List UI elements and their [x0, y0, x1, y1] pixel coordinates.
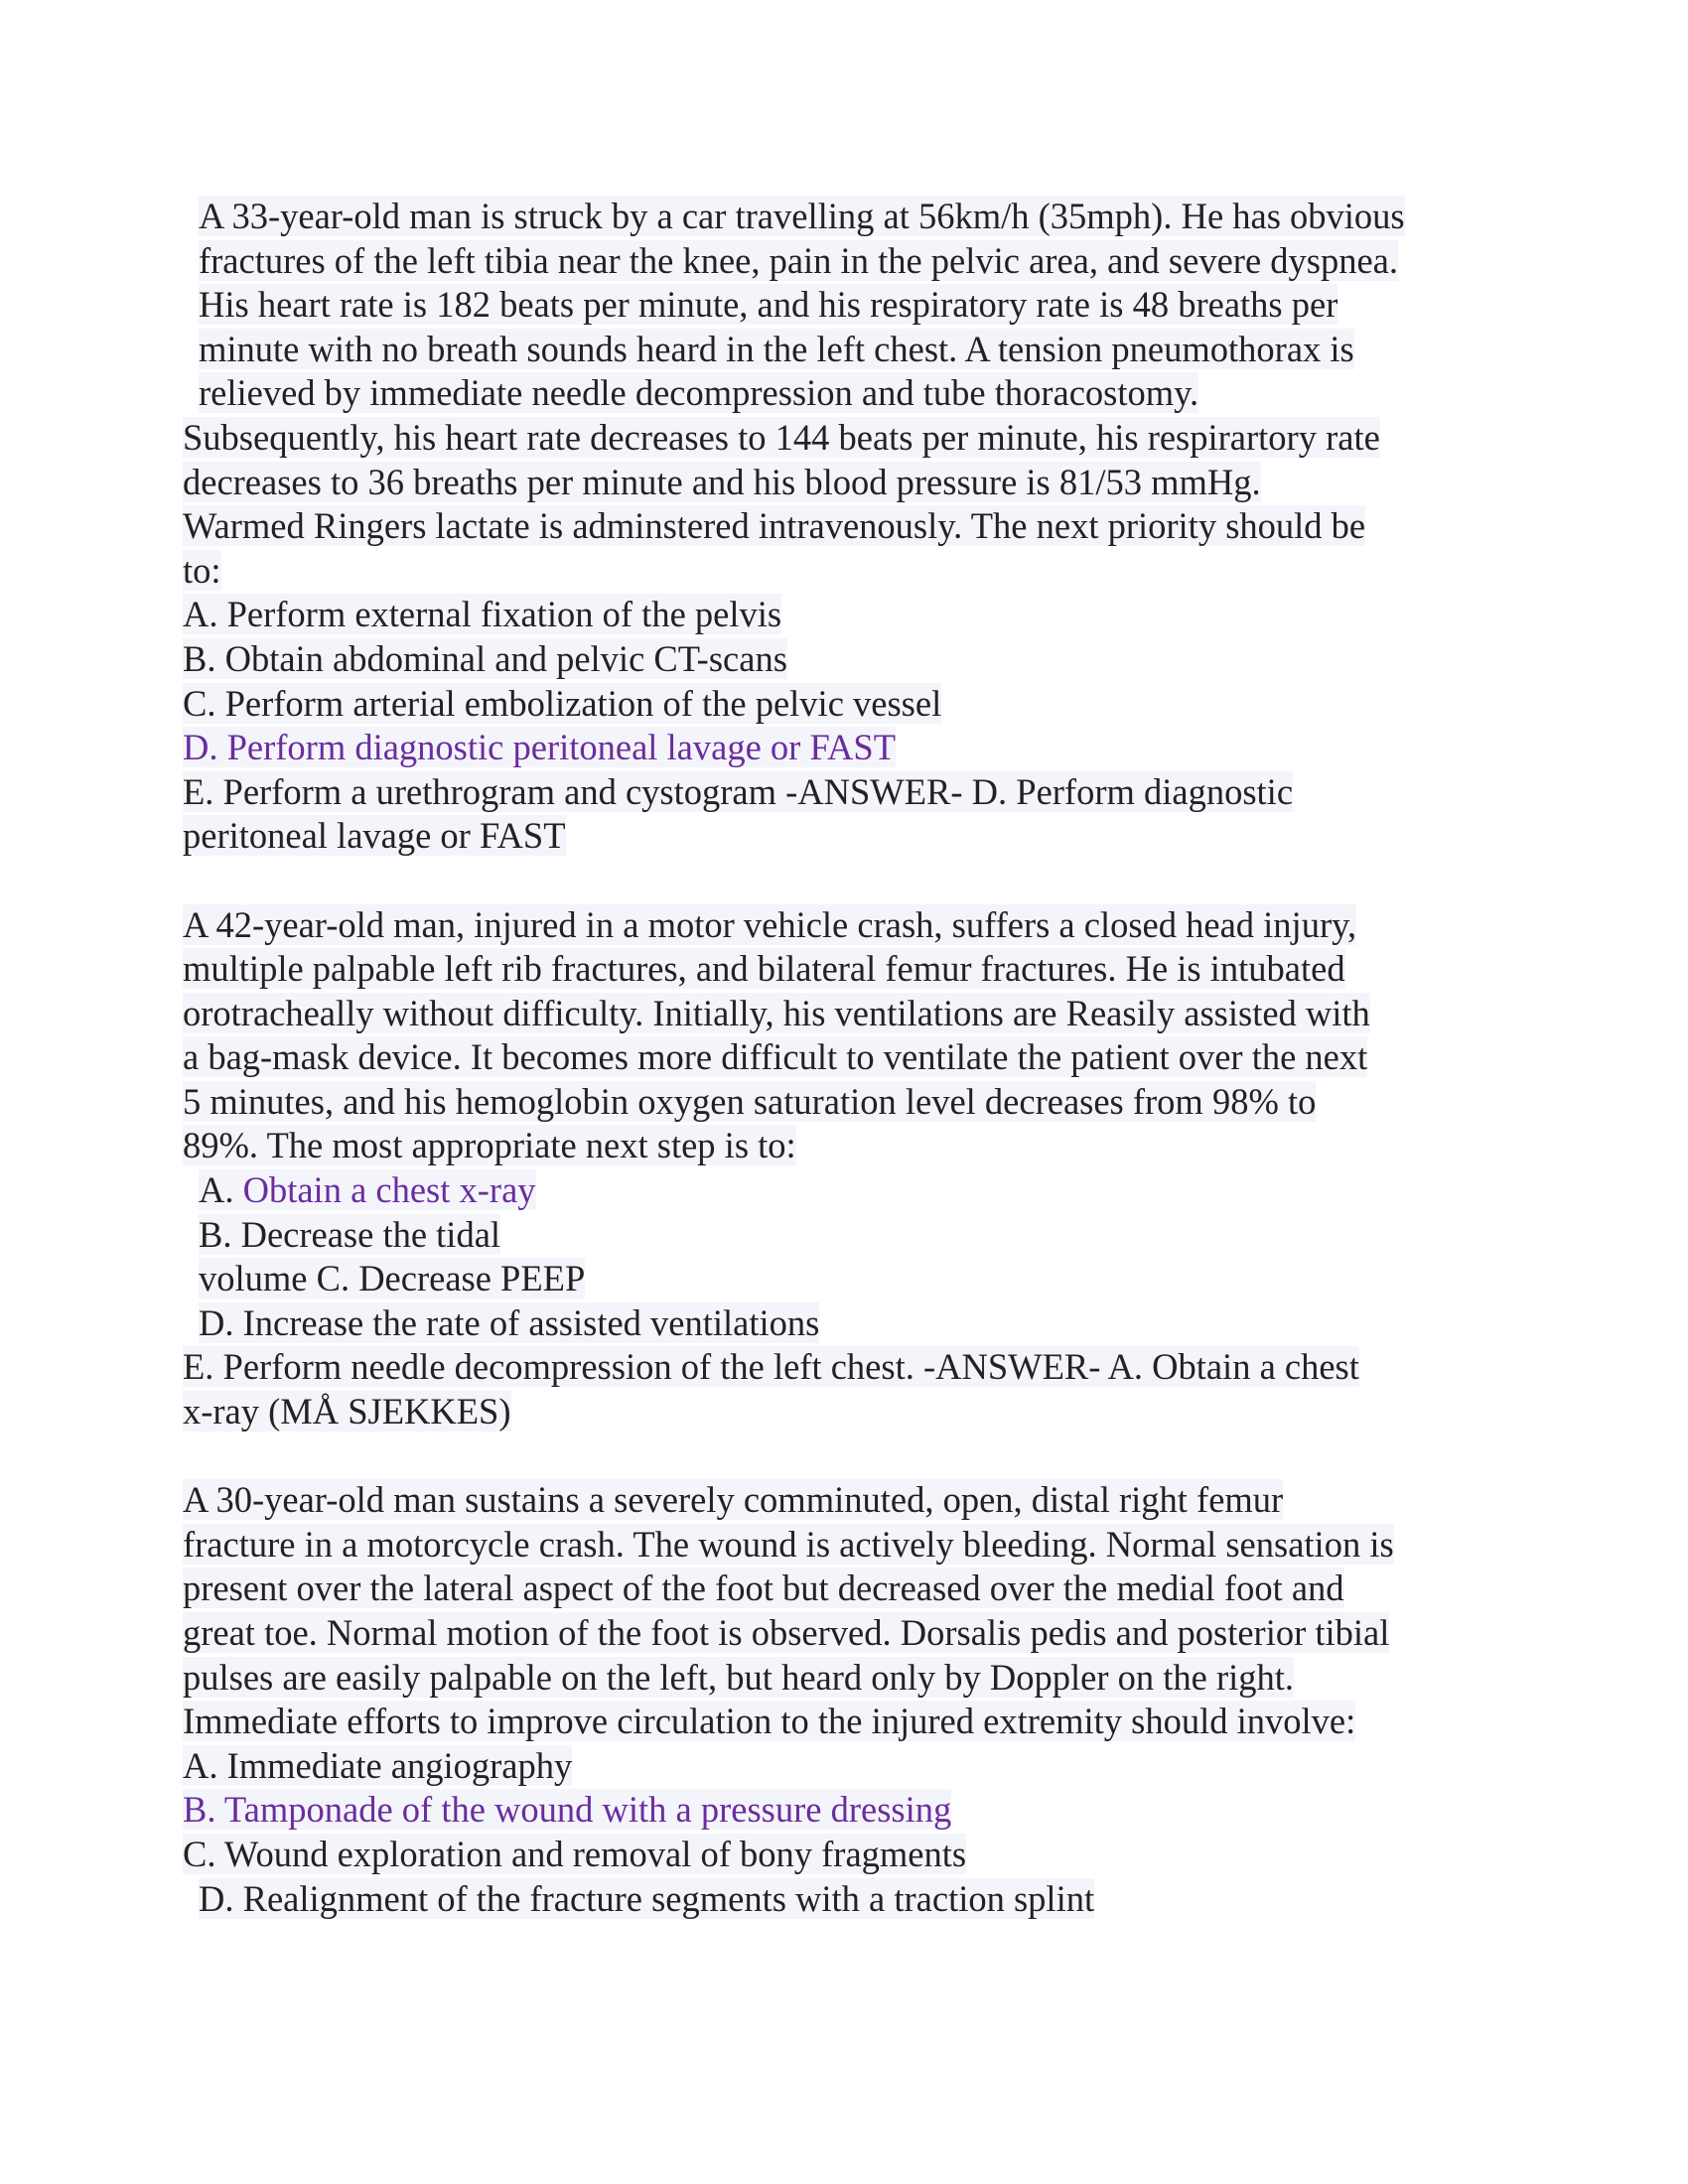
text-line [183, 1656, 1503, 1701]
line-content: E. Perform a urethrogram and cystogram -ANSWER- D. Perform diagnostic [183, 770, 1294, 812]
text-line [183, 1035, 1503, 1080]
line-content: relieved by immediate needle decompression and tube thoracostomy. [199, 372, 1199, 414]
line-text [183, 1701, 1355, 1741]
line-content: to: [183, 549, 221, 591]
line-text [183, 727, 896, 767]
question-block [183, 1478, 1503, 1921]
line-content: C. Wound exploration and removal of bony fragments [183, 1833, 967, 1874]
line-text [183, 550, 221, 591]
line-text [199, 1878, 1094, 1919]
text-line [183, 549, 1503, 594]
text-line [183, 593, 1503, 637]
text-line [183, 283, 1503, 328]
text-line [183, 903, 1503, 948]
line-content: great toe. Normal motion of the foot is observed. Dorsalis pedis and posterior tibial [183, 1612, 1390, 1653]
text-line [183, 1478, 1503, 1523]
line-content: pulses are easily palpable on the left, but heard only by Doppler on the right. [183, 1656, 1295, 1698]
line-content: D. Increase the rate of assisted ventilations [199, 1301, 820, 1343]
line-text [199, 1258, 585, 1298]
line-text [183, 1745, 572, 1786]
line-content: His heart rate is 182 beats per minute, and his respiratory rate is 48 breaths per [199, 284, 1338, 326]
line-text [183, 1524, 1394, 1565]
line-content: orotracheally without difficulty. Initially, his ventilations are Reasily assisted with [183, 992, 1370, 1033]
line-text [183, 1036, 1367, 1077]
line-content: A. Immediate angiography [183, 1744, 573, 1786]
line-content: 89%. The most appropriate next step is to: [183, 1125, 796, 1166]
question-block [183, 903, 1503, 1434]
text-line [183, 1124, 1503, 1168]
answer-line [183, 1168, 1503, 1213]
line-content: present over the lateral aspect of the foot but decreased over the medial foot and [183, 1568, 1344, 1609]
line-text [199, 1302, 819, 1343]
text-line [183, 1257, 1503, 1301]
text-line [183, 1567, 1503, 1611]
line-content: multiple palpable left rib fractures, and bilateral femur fractures. He is intubated [183, 948, 1345, 990]
line-content: fractures of the left tibia near the knee, pain in the pelvic area, and severe dyspnea. [199, 239, 1398, 281]
line-text [183, 505, 1365, 546]
answer-line [183, 1788, 1503, 1833]
text-line [183, 1345, 1503, 1390]
text-line [183, 947, 1503, 992]
line-content: A. Perform external fixation of the pelvis [183, 594, 782, 635]
line-text [183, 1657, 1294, 1698]
line-text [183, 1391, 511, 1432]
line-content: A 33-year-old man is struck by a car travelling at 56km/h (35mph). He has obvious [199, 196, 1405, 236]
line-text [183, 417, 1380, 458]
line-text [199, 372, 1198, 413]
option-letter: A. [199, 1169, 243, 1211]
line-content: Warmed Ringers lactate is adminstered intravenously. The next priority should be [183, 505, 1366, 547]
line-text [183, 948, 1345, 989]
question-block [183, 195, 1503, 859]
line-content: 5 minutes, and his hemoglobin oxygen saturation level decreases from 98% to [183, 1080, 1317, 1122]
text-line [183, 239, 1503, 284]
line-text [183, 638, 787, 679]
line-content: decreases to 36 breaths per minute and his blood pressure is 81/53 mmHg. [183, 461, 1261, 502]
line-text [183, 1081, 1316, 1122]
text-line [183, 1611, 1503, 1656]
text-line [183, 1080, 1503, 1125]
text-line [183, 416, 1503, 461]
line-text [199, 240, 1398, 281]
line-text [183, 993, 1370, 1033]
text-line [183, 1700, 1503, 1744]
line-content: a bag-mask device. It becomes more difficult to ventilate the patient over the next [183, 1036, 1368, 1078]
line-text [183, 815, 566, 856]
correct-answer-text: B. Tamponade of the wound with a pressure dressing [183, 1789, 952, 1831]
text-line [183, 371, 1503, 416]
text-line [183, 1744, 1503, 1789]
line-text [199, 1169, 536, 1210]
text-line [183, 195, 1503, 239]
text-line [183, 637, 1503, 682]
line-text [183, 904, 1356, 945]
line-content: fracture in a motorcycle crash. The wound is actively bleeding. Normal sensation is [183, 1523, 1394, 1565]
text-line [183, 814, 1503, 859]
line-content: A 30-year-old man sustains a severely comminuted, open, distal right femur [183, 1479, 1284, 1521]
document-body [183, 195, 1503, 1921]
line-text [199, 1214, 500, 1255]
text-line [183, 328, 1503, 372]
line-content: volume C. Decrease PEEP [199, 1258, 586, 1299]
text-line [183, 682, 1503, 727]
correct-answer-text: Obtain a chest x-ray [242, 1169, 536, 1211]
line-text [183, 1789, 951, 1830]
text-line [183, 504, 1503, 549]
text-line [183, 1833, 1503, 1877]
line-text [199, 196, 1405, 236]
line-text [183, 1479, 1283, 1520]
line-text [199, 284, 1337, 325]
line-text [183, 1834, 966, 1874]
line-content: x-ray (MÅ SJEKKES) [183, 1391, 511, 1433]
line-text [183, 1346, 1359, 1387]
line-content: B. Obtain abdominal and pelvic CT-scans [183, 637, 787, 679]
line-content: Immediate efforts to improve circulation to the injured extremity should involve: [183, 1701, 1356, 1742]
line-content: C. Perform arterial embolization of the pelvic vessel [183, 682, 942, 724]
text-line [183, 1213, 1503, 1258]
line-content: B. Decrease the tidal [199, 1213, 501, 1255]
text-line [183, 1390, 1503, 1434]
line-content: E. Perform needle decompression of the left chest. -ANSWER- A. Obtain a chest [183, 1346, 1359, 1388]
answer-line [183, 726, 1503, 770]
line-text [183, 462, 1261, 502]
text-line [183, 1877, 1503, 1922]
paragraph-gap [183, 859, 1503, 903]
text-line [183, 1523, 1503, 1568]
line-text [183, 683, 941, 724]
paragraph-gap [183, 1434, 1503, 1479]
line-content: Subsequently, his heart rate decreases to 144 beats per minute, his respirartory rate [183, 416, 1380, 458]
text-line [183, 461, 1503, 505]
text-line [183, 992, 1503, 1036]
line-content: minute with no breath sounds heard in the left chest. A tension pneumothorax is [199, 328, 1354, 369]
line-text [183, 1125, 796, 1165]
line-text [183, 771, 1293, 812]
correct-answer-text: D. Perform diagnostic peritoneal lavage or FAST [183, 727, 896, 768]
line-text [183, 594, 781, 634]
line-text [183, 1612, 1389, 1653]
line-content: D. Realignment of the fracture segments with a traction splint [199, 1877, 1095, 1919]
text-line [183, 1301, 1503, 1346]
line-text [199, 329, 1354, 369]
line-content: A 42-year-old man, injured in a motor vehicle crash, suffers a closed head injury, [183, 903, 1357, 945]
line-content: peritoneal lavage or FAST [183, 815, 566, 857]
text-line [183, 770, 1503, 815]
line-text [183, 1568, 1344, 1608]
